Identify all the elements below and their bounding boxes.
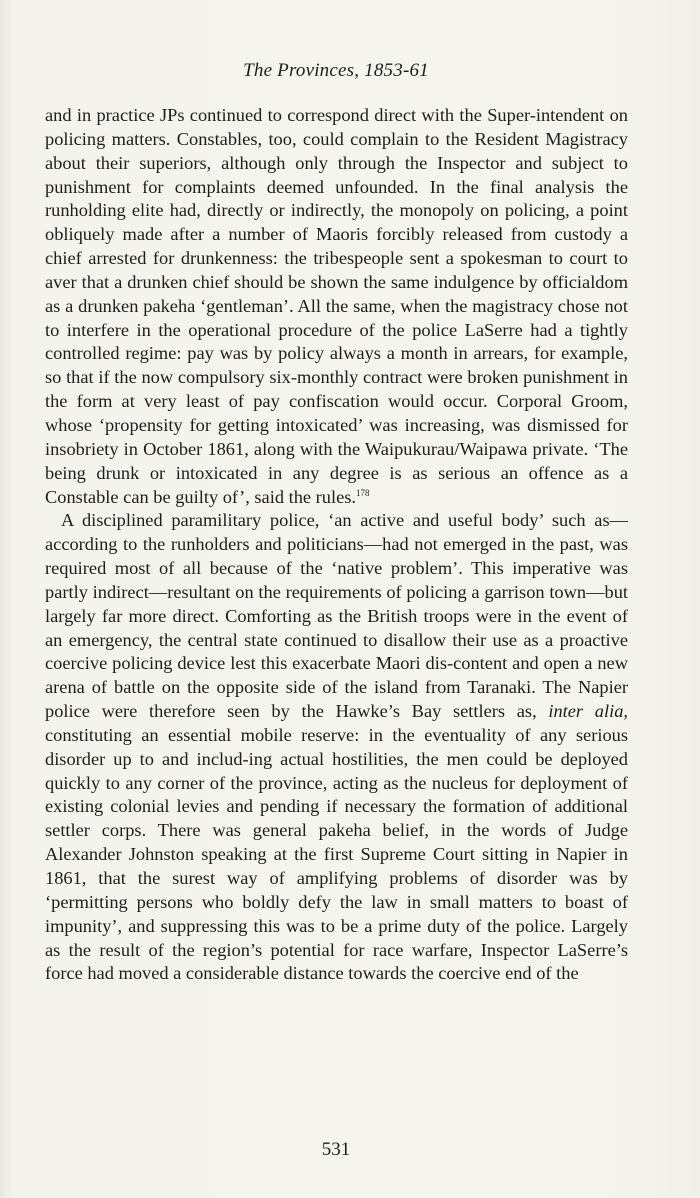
body-paragraph	[45, 509, 628, 986]
italic-phrase: inter alia,	[548, 701, 628, 722]
body-paragraph	[45, 104, 628, 509]
text-run: A disciplined paramilitary police, ‘an active and useful body’ such as—according to the runholders and politicians—had not emerged in the past, was required most of all because of the ‘native problem’. This imperative was partly indirect—resultant on the requirements of policing a garrison town—but largely far more direct. Comforting as the British troops were in the event of an emergency, the central state continued to disallow their use as a proactive coercive policing device lest this exacerbate Maori dis-content and open a new arena of battle on the opposite side of the island from Taranaki. The Napier police were therefore seen by the Hawke’s Bay settlers as,	[45, 510, 628, 722]
footnote-reference: 178	[356, 487, 370, 498]
text-run: constituting an essential mobile reserve: in the eventuality of any serious disorder up to and includ-ing actual hostilities, the men could be deployed quickly to any corner of the province, acting as the nucleus for deployment of existing colonial levies and pending if necessary the formation of additional settler corps. There was general pakeha belief, in the words of Judge Alexander Johnston speaking at the first Supreme Court sitting in Napier in 1861, that the surest way of amplifying problems of disorder was by ‘permitting persons who boldly defy the law in small matters to boast of impunity’, and suppressing this was to be a prime duty of the police. Largely as the result of the region’s potential for race warfare, Inspector LaSerre’s force had moved a considerable distance towards the coercive end of the	[45, 724, 628, 984]
body-text	[45, 104, 628, 986]
text-run: and in practice JPs continued to correspond direct with the Super-intendent on policing matters. Constables, too, could complain to the Resident Magistracy about their superiors, although only through the Inspector and subject to punishment for complaints deemed unfounded. In the final analysis the runholding elite had, directly or indirectly, the monopoly on policing, a point obliquely made after a number of Maoris forcibly released from custody a chief arrested for drunkenness: the tribespeople sent a spokesman to court to aver that a drunken chief should be shown the same indulgence by officialdom as a drunken pakeha ‘gentleman’. All the same, when the magistracy chose not to interfere in the operational procedure of the police LaSerre had a tightly controlled regime: pay was by policy always a month in arrears, for example, so that if the now compulsory six-monthly contract were broken punishment in the form at very least of pay confiscation would occur. Corporal Groom, whose ‘propensity for getting intoxicated’ was increasing, was dismissed for insobriety in October 1861, along with the Waipukurau/Waipawa private. ‘The being drunk or intoxicated in any degree is as serious an offence as a Constable can be guilty of’, said the rules.	[45, 105, 628, 507]
page-number: 531	[321, 1139, 351, 1160]
running-head: The Provinces, 1853-61	[243, 60, 429, 81]
